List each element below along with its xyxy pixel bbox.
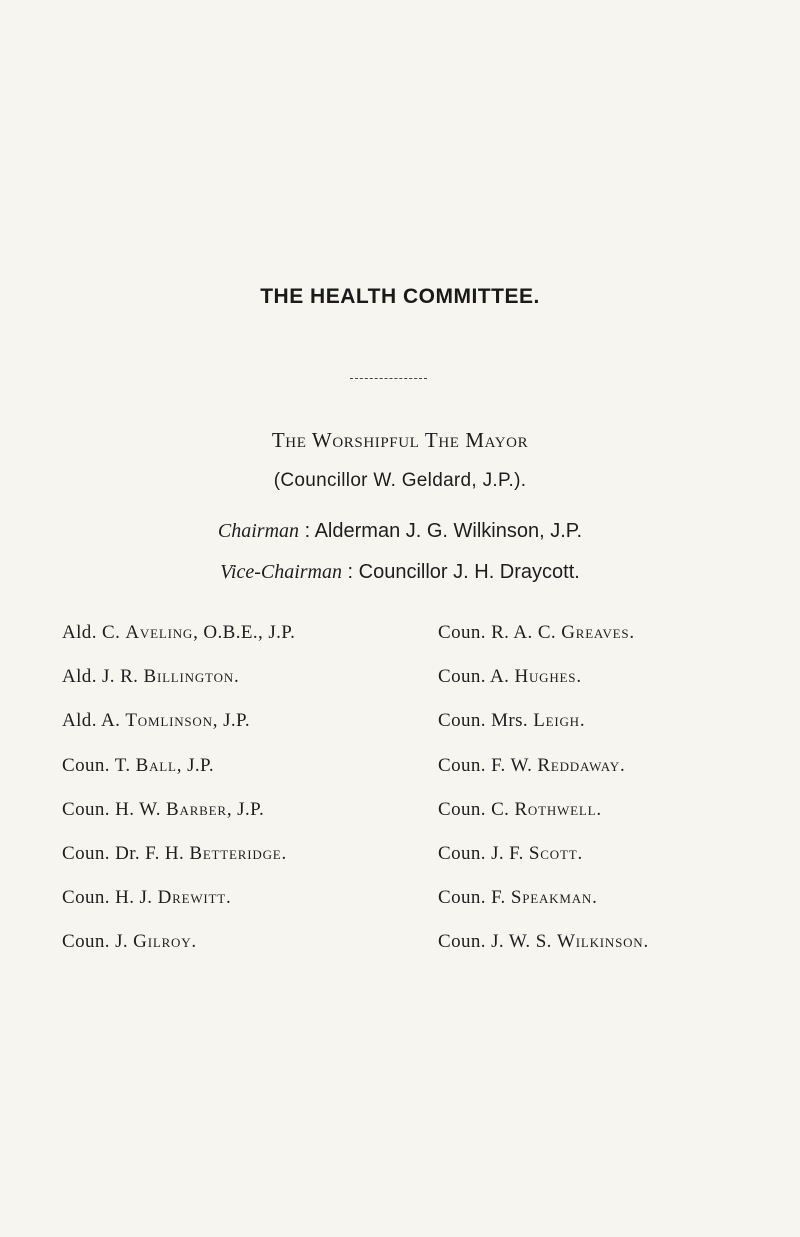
member-surname: Drewitt xyxy=(157,887,227,909)
member-entry xyxy=(62,887,295,931)
member-suffix: , J.P. xyxy=(226,798,265,820)
member-entry xyxy=(62,755,295,799)
member-prefix: Coun. Mrs. xyxy=(438,710,534,732)
member-entry xyxy=(438,755,649,799)
member-surname: Wilkinson xyxy=(556,931,644,953)
member-prefix: Coun. F. W. xyxy=(438,754,538,776)
member-surname: Rothwell xyxy=(514,798,597,820)
member-surname: Scott xyxy=(528,842,578,864)
member-suffix: . xyxy=(281,842,287,864)
member-entry xyxy=(438,799,649,843)
member-surname: Betteridge xyxy=(189,842,282,864)
member-suffix: . xyxy=(643,931,649,953)
member-prefix: Coun. T. xyxy=(62,754,136,776)
member-surname: Leigh xyxy=(533,710,580,732)
chairman-separator: : xyxy=(299,520,315,542)
member-entry xyxy=(438,710,649,754)
member-surname: Speakman xyxy=(510,887,593,909)
members-right-column xyxy=(438,622,649,976)
vice-chairman-role: Vice-Chairman xyxy=(220,561,342,583)
member-prefix: Coun. A. xyxy=(438,666,515,688)
member-entry xyxy=(62,622,295,666)
member-entry xyxy=(438,666,649,710)
member-prefix: Coun. F. xyxy=(438,887,511,909)
member-prefix: Coun. Dr. F. H. xyxy=(62,842,190,864)
member-prefix: Ald. A. xyxy=(62,710,126,732)
member-surname: Hughes xyxy=(514,666,577,688)
member-surname: Billington xyxy=(143,666,234,688)
mayor-name: (Councillor W. Geldard, J.P.). xyxy=(273,470,527,491)
member-suffix: , O.B.E., J.P. xyxy=(193,622,296,643)
member-surname: Tomlinson xyxy=(125,710,213,732)
member-entry xyxy=(62,931,295,975)
member-suffix: , J.P. xyxy=(212,710,251,732)
vice-chairman-name: Councillor J. H. Draycott. xyxy=(358,561,580,583)
chairman-name: Alderman J. G. Wilkinson, J.P. xyxy=(314,520,583,542)
member-entry xyxy=(438,622,649,666)
member-surname: Gilroy xyxy=(133,931,192,953)
member-suffix: , J.P. xyxy=(176,754,215,776)
member-surname: Greaves xyxy=(561,622,630,643)
member-prefix: Coun. J. F. xyxy=(438,842,529,864)
member-suffix: . xyxy=(226,887,232,909)
member-prefix: Coun. H. J. xyxy=(62,887,158,909)
member-surname: Ball xyxy=(135,754,177,776)
member-prefix: Ald. C. xyxy=(62,622,126,643)
member-surname: Reddaway xyxy=(537,754,620,776)
member-suffix: . xyxy=(577,842,583,864)
title-divider xyxy=(350,378,427,379)
member-entry xyxy=(62,799,295,843)
vice-chairman-separator: : xyxy=(341,561,359,583)
member-prefix: Ald. J. R. xyxy=(62,666,144,688)
member-prefix: Coun. J. W. S. xyxy=(438,931,557,953)
member-suffix: . xyxy=(579,710,586,732)
member-prefix: Coun. C. xyxy=(438,798,515,820)
member-surname: Barber xyxy=(166,798,227,820)
member-suffix: . xyxy=(629,622,635,643)
vice-chairman-line xyxy=(0,561,800,584)
member-surname: Aveling xyxy=(125,622,194,643)
member-entry xyxy=(62,843,295,887)
page-title: THE HEALTH COMMITTEE. xyxy=(260,285,540,308)
member-suffix: . xyxy=(596,798,602,820)
member-entry xyxy=(438,931,649,975)
chairman-line xyxy=(0,520,800,543)
chairman-role: Chairman xyxy=(217,520,300,542)
member-suffix: . xyxy=(233,666,240,688)
member-prefix: Coun. H. W. xyxy=(62,798,167,820)
member-suffix: . xyxy=(576,666,582,688)
member-entry xyxy=(62,710,295,754)
member-suffix: . xyxy=(619,754,626,776)
member-entry xyxy=(438,843,649,887)
members-left-column xyxy=(62,622,295,976)
member-suffix: . xyxy=(592,887,598,909)
member-suffix: . xyxy=(191,931,197,953)
mayor-title: The Worshipful The Mayor xyxy=(271,428,529,452)
member-entry xyxy=(438,887,649,931)
member-prefix: Coun. J. xyxy=(62,931,134,953)
member-prefix: Coun. R. A. C. xyxy=(438,622,562,643)
member-entry xyxy=(62,666,295,710)
